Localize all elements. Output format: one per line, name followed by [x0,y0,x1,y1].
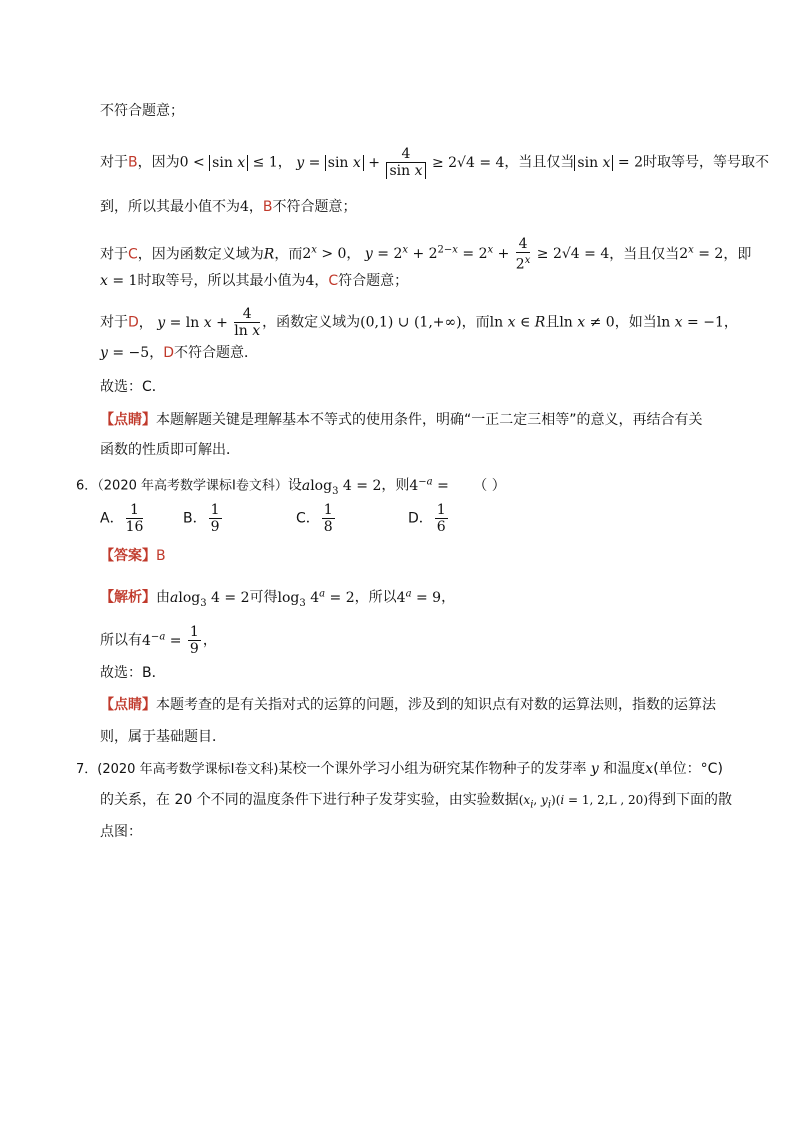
text: ， [248,199,263,215]
option-label: B [262,199,273,215]
question-number: 7． [76,762,98,777]
math: ln x ≠ 0 [559,314,615,331]
option-b [183,502,224,535]
text: 不符合题意； [272,199,357,215]
solution-d-line [100,306,738,339]
text: 故选：C． [100,379,166,395]
solution-c-line [100,236,751,273]
option-label: B [128,154,138,171]
text: 点图： [100,824,142,840]
text: ， [314,273,329,289]
math: R [263,246,275,263]
option-a [100,502,145,535]
text: 得到下面的散 [648,792,732,808]
text: 则，属于基础题目． [100,729,226,745]
text: ， [149,345,164,361]
text: 符合题意； [338,273,409,289]
text: 可得 [249,589,278,606]
text: 的关系，在 20 个不同的温度条件下进行种子发芽实验，由实验数据 [100,792,519,808]
math: y = sin x + $\frac{4}{\text{sin x}}$ ≥ 2√4 = 4 [296,146,505,179]
option-label: C． [296,510,320,527]
text: ，即 [723,246,752,263]
text: 函数的性质即可解出． [100,442,240,458]
math: $2^x = 2$ [679,244,724,263]
math: alog$_3$ 4 = 2 [301,477,382,497]
fraction: $\frac{1}{16}$ [125,502,144,535]
text: 不符合题意． [173,345,258,361]
text: 和温度 [603,761,646,777]
math: y = −5 [100,345,150,361]
text: 到，所以其最小值不为 [100,199,240,215]
text: 由 [156,589,170,606]
option-label: D [128,314,139,331]
text: (单位：°C) [653,761,723,777]
text: ，当且仅当 [504,154,575,171]
math: y [586,761,604,777]
option-label: B． [183,510,207,527]
text: ，因为函数定义域为 [137,246,264,263]
text: ， [202,632,217,649]
fraction: $\frac{1}{8}$ [323,502,333,535]
text-line [100,727,226,747]
text: ，因为 [137,154,180,171]
math: x = 1 [100,273,138,289]
question-source: （2020 年高考数学课标Ⅰ卷文科） [97,478,288,494]
answer-blank: （ ） [473,477,506,494]
text-line [100,790,732,815]
question-source: (2020 年高考数学课标Ⅰ卷文科) [97,762,279,777]
option-label: D [163,345,174,361]
text-line [100,197,357,217]
text: 且 [545,314,560,331]
question-6 [76,472,506,501]
math: ln x ∈ R [489,314,546,331]
math: $4^{-a}$ = $\frac{1}{9}$ [142,624,199,657]
text: 对于 [100,314,128,331]
math: ， y = ln x + $\frac{4}{\text{ln x}}$ [138,306,261,339]
math: alog$_3$ 4 = 2 [170,589,250,609]
text: 时取等号，等号取不 [643,154,769,171]
math: ln x = −1 [656,314,724,331]
text-line [100,343,258,363]
text: ，如当 [614,314,657,331]
analysis-tag: 【解析】 [100,589,156,606]
text-line [100,822,142,842]
math: x [645,761,654,777]
answer-tag: 【答案】 [100,548,156,564]
fraction: $\frac{1}{9}$ [210,502,220,535]
line-text: 不符合题意； [100,103,184,119]
text: 故选：B． [100,665,166,681]
question-number: 6． [76,478,98,494]
text: ， [723,314,738,331]
text: 对于 [100,246,128,263]
text: 本题考查的是有关指对式的运算的问题，涉及到的知识点有对数的运算法则，指数的运算法 [156,697,716,713]
math: 4 [305,273,315,289]
math: sin x = 2 [574,155,643,171]
fraction: $\frac{1}{6}$ [436,502,446,535]
text: 所以有 [100,632,142,649]
answer-line [100,546,166,566]
math: $4^a = 9$ [396,588,442,606]
text: 时取等号，所以其最小值为 [137,273,306,289]
solution-b-line [100,146,769,179]
text-line [100,377,166,397]
math: $\log_3 4^a = 2$ [277,588,355,609]
option-label: C [128,246,138,263]
tip-tag: 【点睛】 [100,697,156,713]
tip-tag: 【点睛】 [100,412,156,428]
option-label: D． [408,510,433,527]
option-label: C [328,273,339,289]
analysis-line-2 [100,624,217,657]
math: 4 [240,199,249,215]
text: ，所以 [354,589,397,606]
math: (0,1) ∪ (1,+∞) [360,314,462,331]
math: $2^x > 0$， [302,244,361,263]
text: ，而 [461,314,490,331]
math: ($x_i$, $y_i)(i = 1$, 2,L , 20) [518,793,648,811]
text: ， [441,589,456,606]
option-d [408,502,450,535]
math: 0 < sin x ≤ 1， [179,154,292,171]
text-line [100,663,166,683]
tip-line [100,410,703,430]
text-line [100,271,408,291]
text: ，而 [274,246,303,263]
option-label: A． [100,510,124,527]
text: 对于 [100,154,128,171]
text: ，当且仅当 [609,246,680,263]
question-7 [76,759,723,780]
text-line [100,440,240,460]
text: 本题解题关键是理解基本不等式的使用条件，明确“一正二定三相等”的意义，再结合有关 [156,412,703,428]
tip-line [100,695,716,715]
option-c [296,502,337,535]
text: 设 [287,477,302,494]
text-line [100,101,184,121]
analysis-line [100,584,455,613]
math: $4^{-a}$ = [409,476,454,494]
text: ，函数定义域为 [262,314,361,331]
text: 某校一个课外学习小组为研究某作物种子的发芽率 [278,761,587,777]
text: ，则 [381,477,410,494]
answer-value: B [156,548,166,564]
math: $y = 2^x + 2^{2-x} = 2^x$ + $\frac{4}{2^x}$ ≥ 2√4 = 4 [364,236,610,273]
